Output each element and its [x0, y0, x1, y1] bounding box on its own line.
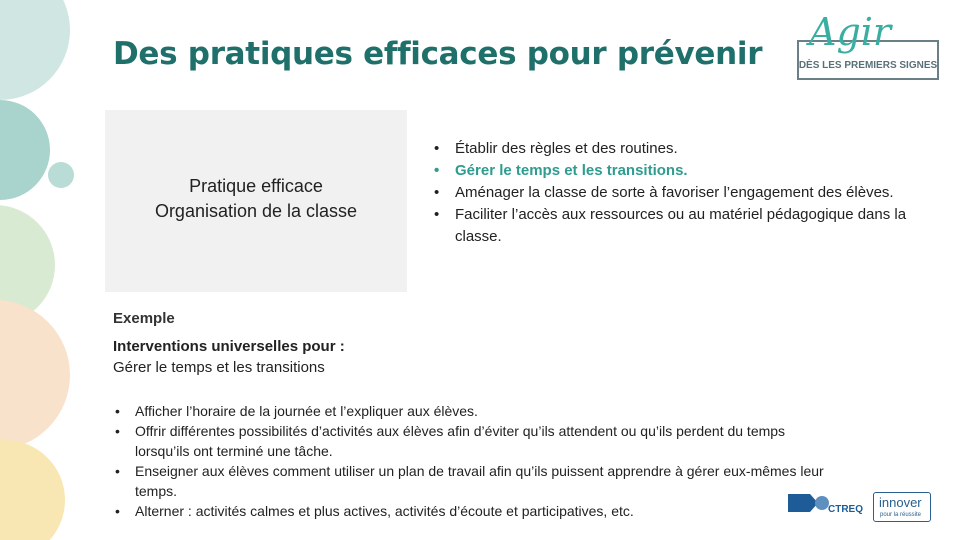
practices-list	[434, 138, 934, 248]
agir-logo-word: Agir	[809, 10, 892, 54]
practice-item: • Faciliter l’accès aux ressources ou au matériel pédagogique dans la classe.	[434, 204, 934, 248]
deco-circle-small	[48, 162, 74, 188]
example-item: • Enseigner aux élèves comment utiliser un plan de travail afin qu’ils puissent apprendre à gérer eux-mêmes leur temps.	[113, 461, 833, 501]
example-label: Exemple	[113, 310, 175, 327]
agir-logo	[797, 10, 941, 82]
example-subheading: Gérer le temps et les transitions	[113, 359, 325, 376]
agir-logo-tagline: DÈS LES PREMIERS SIGNES	[798, 60, 938, 71]
example-list	[113, 401, 833, 521]
deco-circle-teal-top	[0, 0, 70, 100]
example-heading: Interventions universelles pour :	[113, 338, 345, 355]
innover-logo	[873, 492, 931, 522]
deco-circle-peach	[0, 300, 70, 450]
left-decoration	[0, 0, 75, 540]
practice-item: • Aménager la classe de sorte à favoriser l’engagement des élèves.	[434, 182, 934, 204]
example-item: • Alterner : activités calmes et plus actives, activités d’écoute et participatives, etc.	[113, 501, 833, 521]
slide-title: Des pratiques efficaces pour prévenir	[113, 36, 763, 72]
practice-box-line2: Organisation de la classe	[154, 201, 358, 221]
practice-item-highlighted: • Gérer le temps et les transitions.	[434, 160, 934, 182]
innover-logo-sub: pour la réussite	[880, 512, 922, 518]
deco-circle-yellow	[0, 440, 65, 540]
ctreq-logo-text: CTREQ	[828, 504, 863, 515]
innover-logo-word: innover	[879, 495, 922, 510]
practice-item: • Établir des règles et des routines.	[434, 138, 934, 160]
ctreq-logo	[788, 492, 866, 518]
practice-box-line1: Pratique efficace	[189, 176, 323, 196]
practice-box	[105, 110, 407, 292]
example-item: • Afficher l’horaire de la journée et l’expliquer aux élèves.	[113, 401, 833, 421]
deco-circle-teal-mid	[0, 100, 50, 200]
example-item: • Offrir différentes possibilités d’activités aux élèves afin d’éviter qu’ils attendent ou qu’ils perdent du temps lorsqu’ils ont terminé une tâche.	[113, 421, 833, 461]
